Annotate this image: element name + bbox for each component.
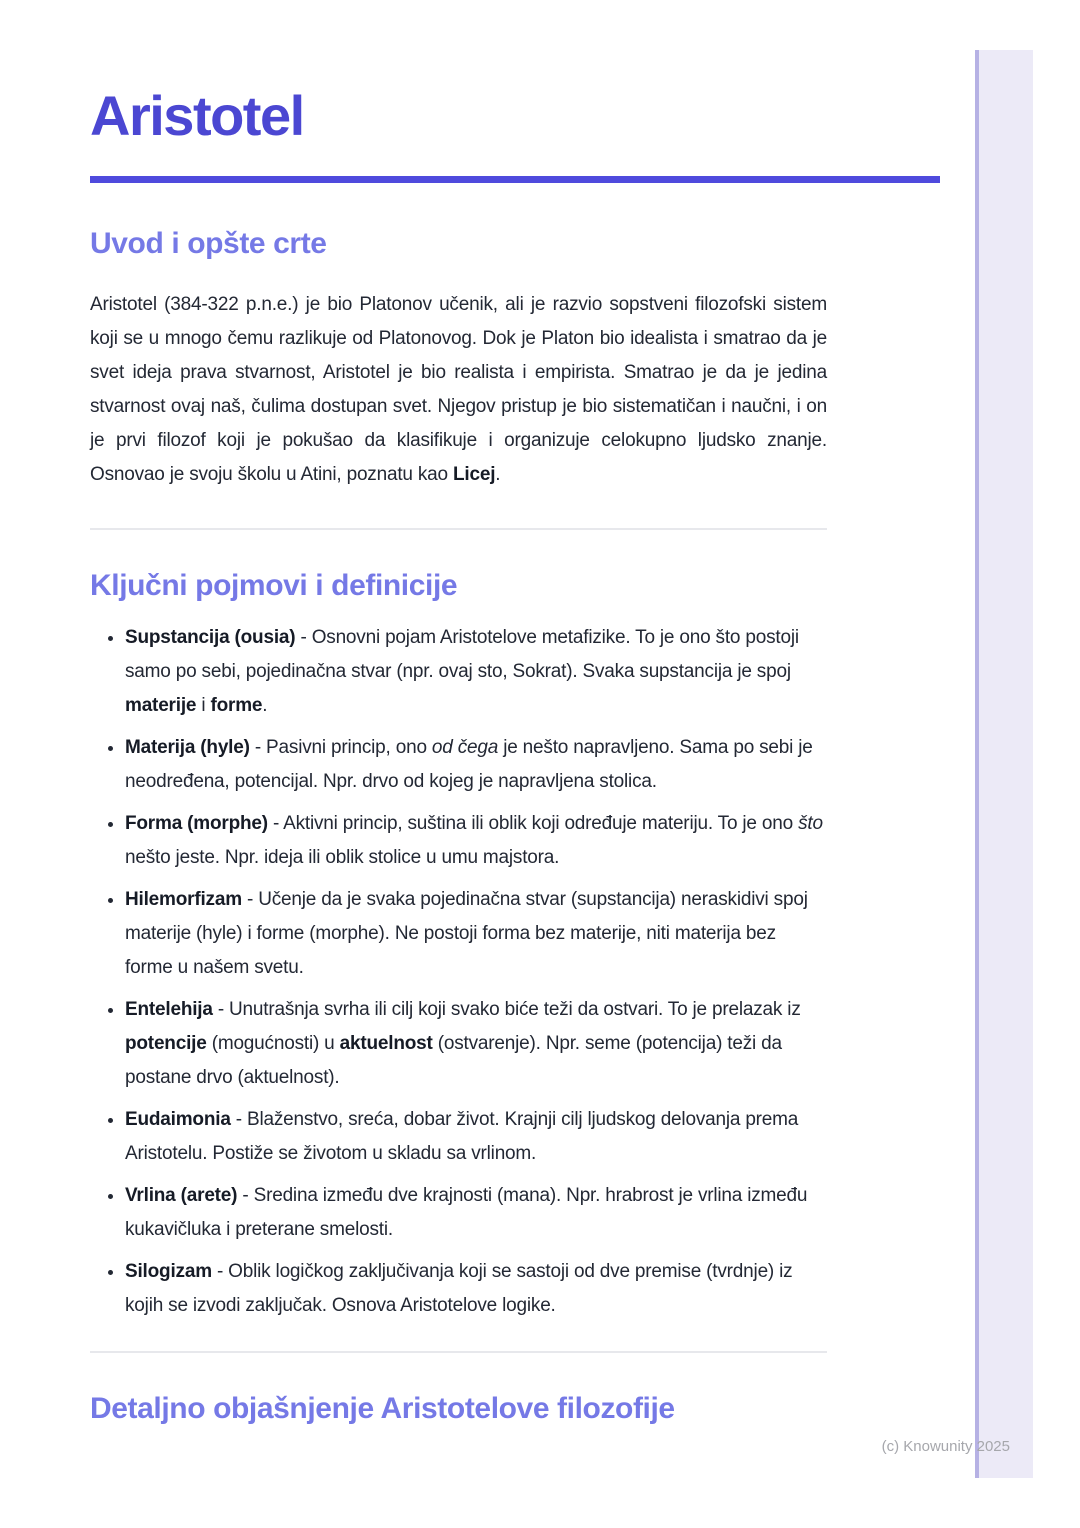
- concept-list-item: • Forma (morphe) - Aktivni princip, suština ili oblik koji određuje materiju. To je ono što nešto jeste. Npr. ideja ili oblik stolice u umu majstora.: [125, 807, 827, 875]
- footer-copyright: (c) Knowunity 2025: [881, 1438, 1010, 1455]
- section-divider: [90, 528, 827, 530]
- concept-list-item: • Vrlina (arete) - Sredina između dve krajnosti (mana). Npr. hrabrost je vrlina između kukavičluka i preterane smelosti.: [125, 1179, 827, 1247]
- section-heading-intro: Uvod i opšte crte: [90, 227, 327, 260]
- concept-list-item: • Eudaimonia - Blaženstvo, sreća, dobar život. Krajnji cilj ljudskog delovanja prema Aristotelu. Postiže se životom u skladu sa vrlinom.: [125, 1103, 827, 1171]
- concept-list-item: • Hilemorfizam - Učenje da je svaka pojedinačna stvar (supstancija) neraskidivi spoj materije (hyle) i forme (morphe). Ne postoji forma bez materije, niti materija bez forme u našem svetu.: [125, 883, 827, 985]
- concepts-list: [90, 621, 827, 1323]
- section-divider: [90, 1351, 827, 1353]
- concept-list-item: • Silogizam - Oblik logičkog zaključivanja koji se sastoji od dve premise (tvrdnje) iz kojih se izvodi zaključak. Osnova Aristotelove logike.: [125, 1255, 827, 1323]
- decorative-side-stripe: [975, 50, 1033, 1478]
- section-heading-detail: Detaljno objašnjenje Aristotelove filozofije: [90, 1392, 675, 1425]
- page-title: Aristotel: [90, 84, 304, 147]
- intro-paragraph: Aristotel (384-322 p.n.e.) je bio Platonov učenik, ali je razvio sopstveni filozofski sistem koji se u mnogo čemu razlikuje od Platonovog. Dok je Platon bio idealista i smatrao da je svet ideja prava stvarnost, Aristotel je bio realista i empirista. Smatrao je da je jedina stvarnost ovaj naš, čulima dostupan svet. Njegov pristup je bio sistematičan i naučni, i on je prvi filozof koji je pokušao da klasifikuje i organizuje celokupno ljudsko znanje. Osnovao je svoju školu u Atini, poznatu kao Licej.: [90, 294, 827, 485]
- concept-list-item: • Materija (hyle) - Pasivni princip, ono od čega je nešto napravljeno. Sama po sebi je neodređena, potencijal. Npr. drvo od kojeg je napravljena stolica.: [125, 731, 827, 799]
- concept-list-item: • Entelehija - Unutrašnja svrha ili cilj koji svako biće teži da ostvari. To je prelazak iz potencije (mogućnosti) u aktuelnost (ostvarenje). Npr. seme (potencija) teži da postane drvo (aktuelnost).: [125, 993, 827, 1095]
- concept-list-item: • Supstancija (ousia) - Osnovni pojam Aristotelove metafizike. To je ono što postoji samo po sebi, pojedinačna stvar (npr. ovaj sto, Sokrat). Svaka supstancija je spoj materije i forme.: [125, 621, 827, 723]
- document-content: [90, 0, 940, 1427]
- title-underline-rule: [90, 176, 940, 183]
- section-heading-concepts: Ključni pojmovi i definicije: [90, 569, 458, 602]
